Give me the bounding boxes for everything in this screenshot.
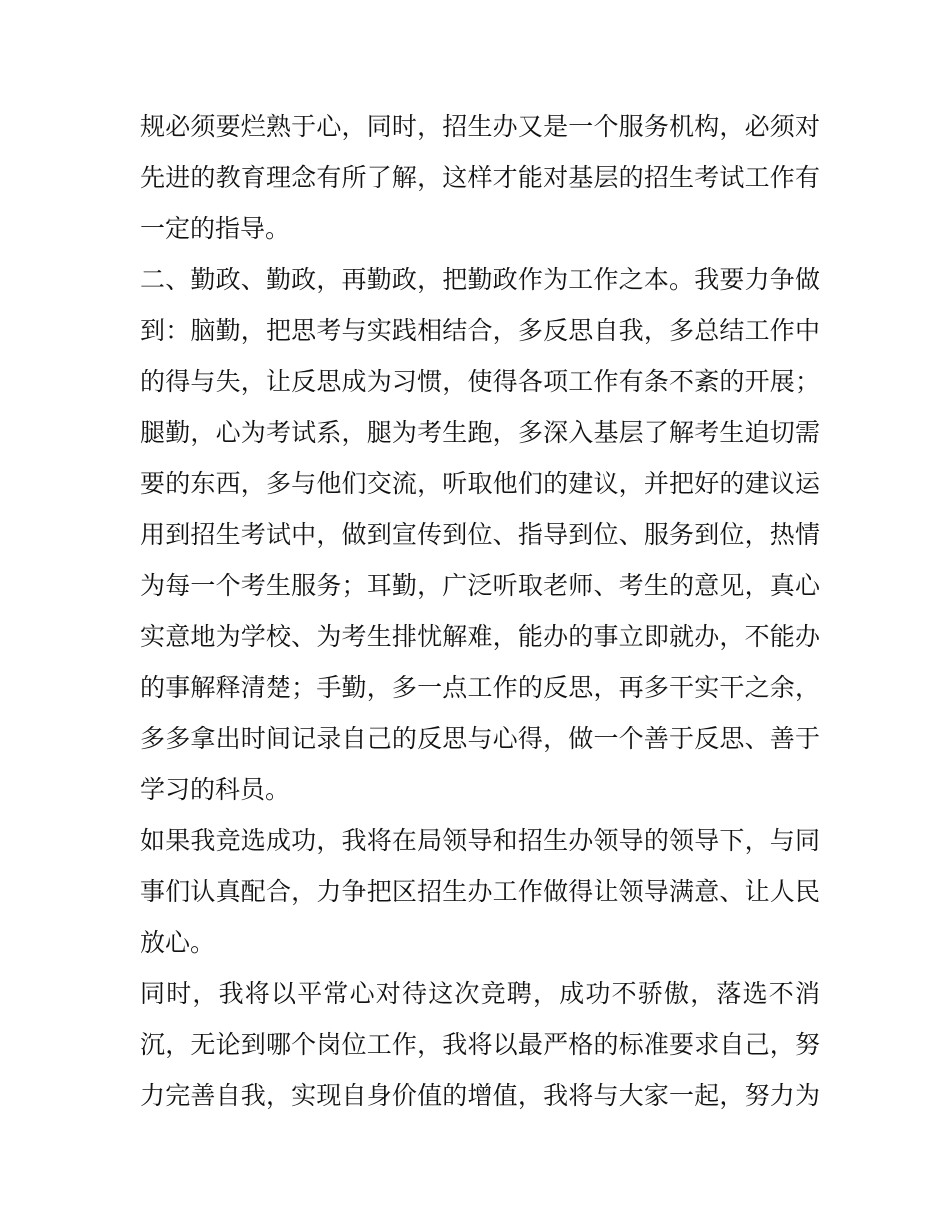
text-line: 先进的教育理念有所了解，这样才能对基层的招生考试工作有 [140,163,820,192]
text-line: 二、勤政、勤政，再勤政，把勤政作为工作之本。我要力争做 [140,265,820,294]
text-line: 规必须要烂熟于心，同时，招生办又是一个服务机构，必须对 [140,112,820,141]
text-line: 为每一个考生服务；耳勤，广泛听取老师、考生的意见，真心 [140,571,820,600]
text-line: 用到招生考试中，做到宣传到位、指导到位、服务到位，热情 [140,520,820,549]
text-line: 如果我竞选成功，我将在局领导和招生办领导的领导下，与同 [140,826,820,855]
text-line: 到：脑勤，把思考与实践相结合，多反思自我，多总结工作中 [140,316,820,345]
paragraph [140,254,820,815]
paragraph [140,968,820,1121]
text-line: 力完善自我，实现自身价值的增值，我将与大家一起，努力为 [140,1081,820,1110]
text-line: 多多拿出时间记录自己的反思与心得，做一个善于反思、善于 [140,724,820,753]
text-line: 实意地为学校、为考生排忧解难，能办的事立即就办，不能办 [140,622,820,651]
text-line: 沉，无论到哪个岗位工作，我将以最严格的标准要求自己，努 [140,1030,820,1059]
text-line: 学习的科员。 [140,775,291,804]
text-line: 要的东西，多与他们交流，听取他们的建议，并把好的建议运 [140,469,820,498]
text-line: 事们认真配合，力争把区招生办工作做得让领导满意、让人民 [140,877,820,906]
text-line: 的得与失，让反思成为习惯，使得各项工作有条不紊的开展； [140,367,820,396]
text-line: 一定的指导。 [140,214,291,243]
text-line: 的事解释清楚；手勤，多一点工作的反思，再多干实干之余， [140,673,820,702]
text-line: 腿勤，心为考试系，腿为考生跑，多深入基层了解考生迫切需 [140,418,820,447]
document-body [140,101,820,1121]
paragraph [140,101,820,254]
text-line: 放心。 [140,928,216,957]
paragraph [140,815,820,968]
text-line: 同时，我将以平常心对待这次竞聘，成功不骄傲，落选不消 [140,979,820,1008]
